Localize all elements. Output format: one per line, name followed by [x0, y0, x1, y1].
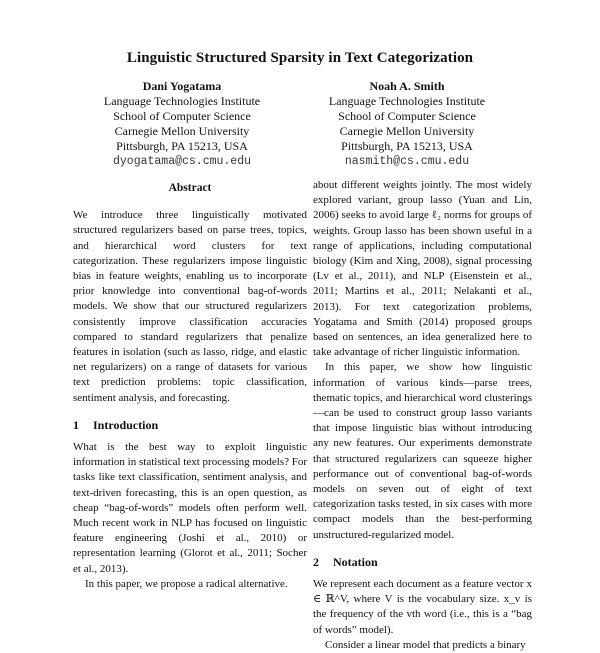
author-block-1 — [52, 79, 312, 169]
intro-paragraph: What is the best way to exploit linguistic information in statistical text processing models? For tasks like text classification, sentiment analysis, and text-driven forecasting, this is an open question, as cheap “bag-of-words” models often perform well. Much recent work in NLP has focused on linguistic feature engineering (Joshi et al., 2010) or representation learning (Glorot et al., 2011; Socher et al., 2013). — [73, 441, 308, 575]
abstract-text: We introduce three linguistically motivated structured regularizers based on parse trees, topics, and hierarchical word clusters for text categorization. These regularizers impose linguistic bias in feature weights, enabling us to incorporate prior knowledge into conventional bag-of-words models. We show that our structured regularizers consistently improve classification accuracies compared to standard regularizers that penalize features in isolation (such as lasso, ridge, and elastic net regularizers) on a range of datasets for various text prediction problems: topic classification, sentiment analysis, and forecasting. — [73, 209, 307, 404]
author-university: Carnegie Mellon University — [114, 124, 250, 138]
author-city: Pittsburgh, PA 15213, USA — [341, 139, 473, 153]
left-column — [73, 181, 307, 592]
author-name: Noah A. Smith — [369, 79, 445, 93]
paper-title: Linguistic Structured Sparsity in Text Categorization — [126, 50, 474, 66]
author-email[interactable]: nasmith@cs.cmu.edu — [344, 155, 470, 168]
section-number: 2 — [313, 554, 319, 569]
author-school: School of Computer Science — [113, 109, 251, 123]
body-paragraph: In this paper, we show how linguistic information of various kinds—parse trees, thematic topics, and hierarchical word clusterings—can be used to construct group lasso variants that impose linguistic bias without introducing any new features. Our experiments demonstrate that structured regularizers can squeeze higher performance out of conventional bag-of-words models on seven out of eight of text categorization tasks tested, in six cases with more compact models than the best-performing unstructured-regularized model. — [313, 361, 532, 541]
author-institute: Language Technologies Institute — [103, 94, 261, 108]
author-block-2 — [292, 79, 522, 169]
author-institute: Language Technologies Institute — [328, 94, 486, 108]
notation-paragraph: Consider a linear model that predicts a binary — [325, 638, 526, 651]
section-title: Notation — [333, 554, 378, 569]
abstract-heading: Abstract — [168, 182, 212, 194]
intro-paragraph: In this paper, we propose a radical alternative. — [85, 577, 288, 590]
notation-paragraph: We represent each document as a feature vector x ∈ ℝ^V, where V is the vocabulary size. x_v is the frequency of the vth word (i.e., this is a “bag of words” model). — [313, 578, 532, 636]
section-heading-introduction — [73, 418, 307, 433]
author-name: Dani Yogatama — [142, 79, 222, 93]
section-number: 1 — [73, 417, 79, 432]
section-title: Introduction — [93, 417, 159, 432]
section-heading-notation — [313, 555, 532, 570]
right-column — [313, 178, 532, 653]
author-city: Pittsburgh, PA 15213, USA — [116, 139, 248, 153]
author-email[interactable]: dyogatama@cs.cmu.edu — [112, 155, 252, 168]
body-paragraph: about different weights jointly. The most widely explored variant, group lasso (Yuan and Lin, 2006) seeks to avoid large ℓ₂ norms for groups of weights. Group lasso has been shown useful in a range of applications, including computational biology (Kim and Xing, 2008), signal processing (Lv et al., 2011), and NLP (Eisenstein et al., 2011; Martins et al., 2011; Nelakanti et al., 2013). For text categorization problems, Yogatama and Smith (2014) proposed groups based on sentences, an idea generalized here to take advantage of richer linguistic information. — [313, 179, 532, 359]
author-university: Carnegie Mellon University — [339, 124, 475, 138]
author-school: School of Computer Science — [338, 109, 476, 123]
